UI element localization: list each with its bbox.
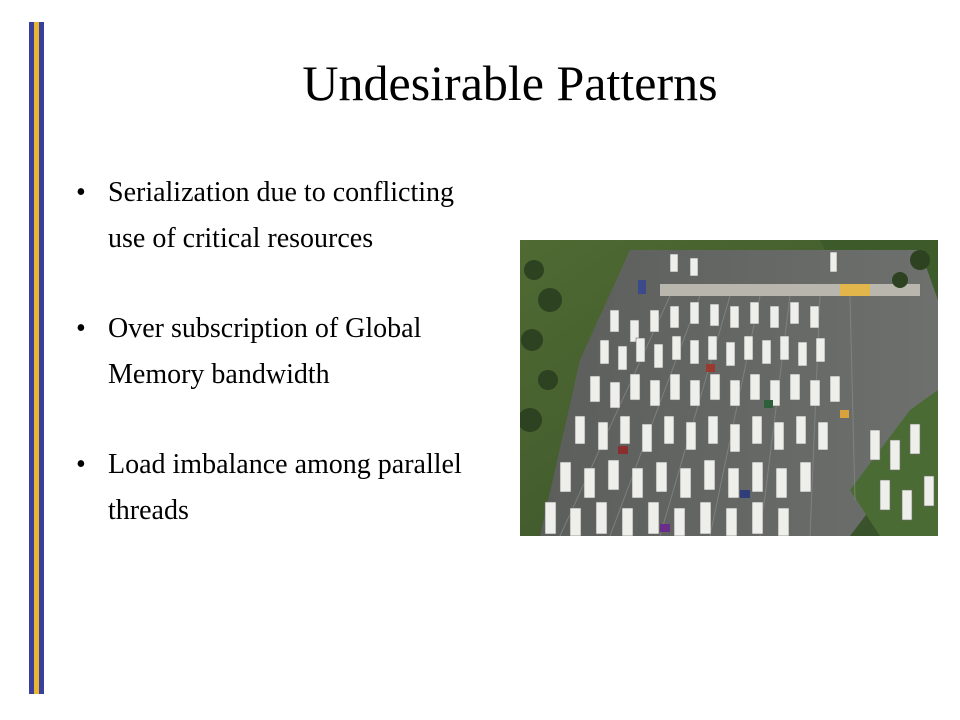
bullet-marker: • <box>76 313 86 344</box>
bullet-list <box>76 170 496 578</box>
bullet-text: Serialization due to conflicting use of critical resources <box>108 177 455 254</box>
bullet-marker: • <box>76 177 86 208</box>
traffic-jam-photo <box>520 240 938 536</box>
accent-bar-blue-right <box>39 22 44 694</box>
toll-booth <box>840 284 870 296</box>
slide-title: Undesirable Patterns <box>302 55 718 111</box>
toll-plaza-canopy <box>660 284 920 296</box>
bullet-item <box>76 306 496 398</box>
bullet-item <box>76 442 496 534</box>
bullet-text: Load imbalance among parallel threads <box>108 449 462 526</box>
bullet-item <box>76 170 496 262</box>
bullet-marker: • <box>76 449 86 480</box>
bullet-text: Over subscription of Global Memory bandwidth <box>108 313 422 390</box>
traffic-jam-illustration <box>520 240 938 536</box>
